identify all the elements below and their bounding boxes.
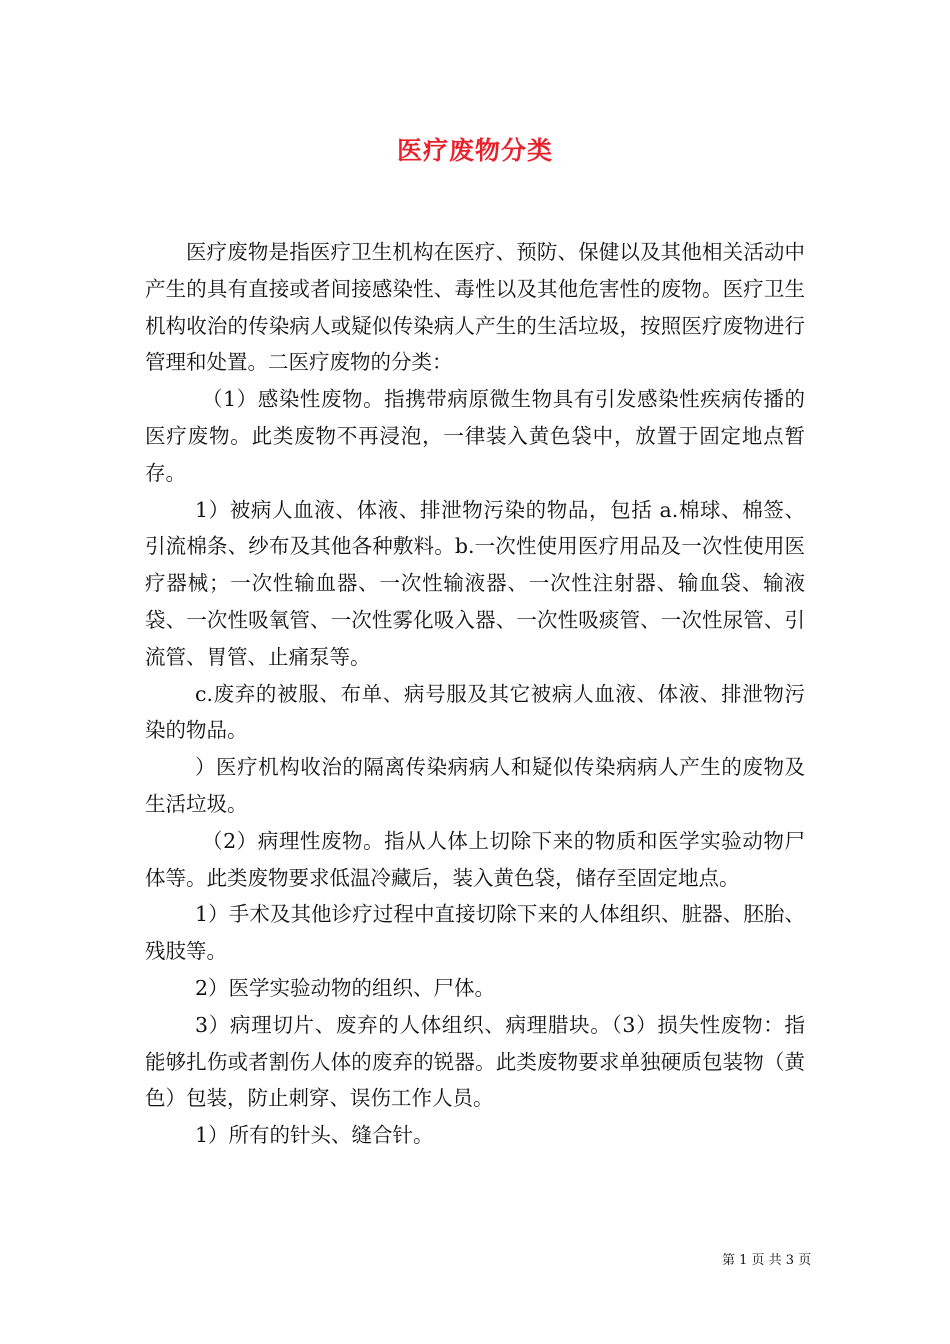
paragraph-sharps-item-1: 1）所有的针头、缝合针。 <box>195 1123 434 1148</box>
paragraph-infectious-waste: （1）感染性废物。指携带病原微生物具有引发感染性疾病传播的医疗废物。此类废物不再浸泡，一律装入黄色袋中，放置于固定地点暂存。 <box>145 387 805 485</box>
paragraph-pathological-item-1: 1）手术及其他诊疗过程中直接切除下来的人体组织、脏器、胚胎、残肢等。 <box>145 902 805 964</box>
paragraph-definition: 医疗废物是指医疗卫生机构在医疗、预防、保健以及其他相关活动中产生的具有直接或者间接感染性、毒性以及其他危害性的废物。医疗卫生机构收治的传染病人或疑似传染病人产生的生活垃圾，按照医疗废物进行管理和处置。二医疗废物的分类： <box>145 240 805 375</box>
paragraph-pathological-item-2: 2）医学实验动物的组织、尸体。 <box>195 975 496 1000</box>
paragraph-infectious-item-1: 1）被病人血液、体液、排泄物污染的物品，包括 a.棉球、棉签、引流棉条、纱布及其他各种敷料。b.一次性使用医疗用品及一次性使用医疗器械；一次性输血器、一次性输液器、一次性注射器、输血袋、输液袋、一次性吸氧管、一次性雾化吸入器、一次性吸痰管、一次性尿管、引流管、胃管、止痛泵等。 <box>145 497 805 669</box>
paragraph-infectious-item-2: ）医疗机构收治的隔离传染病病人和疑似传染病病人产生的废物及生活垃圾。 <box>145 755 805 816</box>
paragraph-infectious-item-c: c.废弃的被服、布单、病号服及其它被病人血液、体液、排泄物污染的物品。 <box>145 681 805 743</box>
document-body <box>145 234 805 1154</box>
paragraph-pathological-item-3: 3）病理切片、废弃的人体组织、病理腊块。（3）损失性废物：指能够扎伤或者割伤人体的废弃的锐器。此类废物要求单独硬质包装物（黄色）包装，防止刺穿、误伤工作人员。 <box>145 1012 805 1111</box>
page-number: 第 1 页 共 3 页 <box>722 1253 812 1268</box>
document-title: 医疗废物分类 <box>396 136 553 165</box>
paragraph-pathological-waste: （2）病理性废物。指从人体上切除下来的物质和医学实验动物尸体等。此类废物要求低温冷藏后，装入黄色袋，储存至固定地点。 <box>145 828 805 890</box>
